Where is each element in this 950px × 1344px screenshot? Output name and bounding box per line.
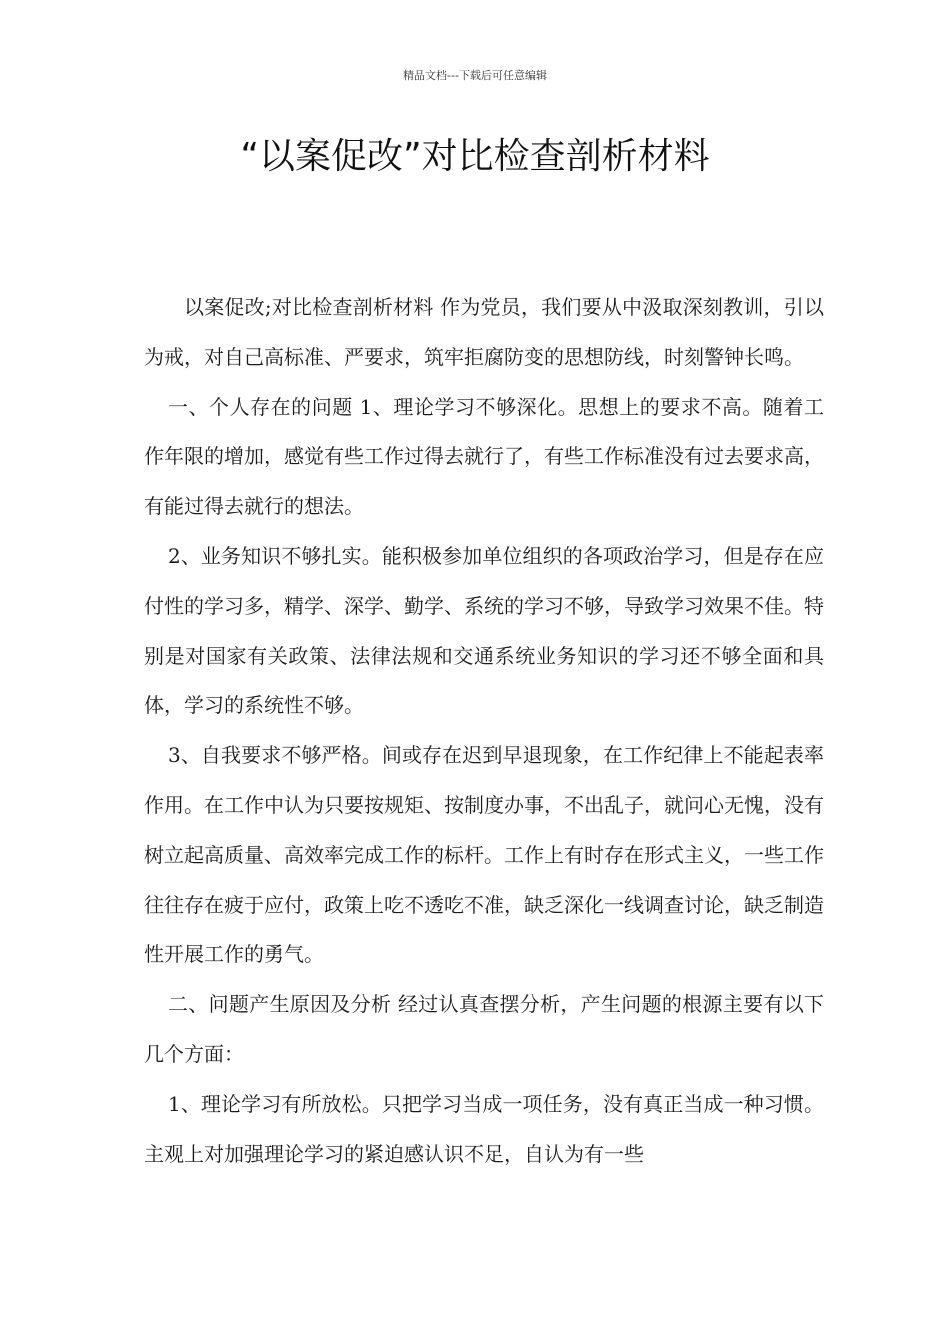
paragraph-cause-1: 1、理论学习有所放松。只把学习当成一项任务，没有真正当成一种习惯。主观上对加强理论学习的紧迫感认识不足，自认为有一些 (144, 1091, 824, 1166)
document-body (144, 283, 824, 1179)
paragraph-intro: 以案促改;对比检查剖析材料 作为党员，我们要从中汲取深刻教训，引以为戒，对自己高标准、严要求，筑牢拒腐防变的思想防线，时刻警钟长鸣。 (144, 295, 824, 369)
paragraph-section-2: 二、问题产生原因及分析 经过认真查摆分析，产生问题的根源主要有以下几个方面： (144, 992, 824, 1066)
header-note: 精品文档---下载后可任意编辑 (403, 69, 547, 82)
paragraph-item-2: 2、业务知识不够扎实。能积极参加单位组织的各项政治学习，但是存在应付性的学习多，精学、深学、勤学、系统的学习不够，导致学习效果不佳。特别是对国家有关政策、法律法规和交通系统业务知识的学习还不够全面和具体，学习的系统性不够。 (144, 543, 824, 718)
paragraph-section-1: 一、个人存在的问题 1、理论学习不够深化。思想上的要求不高。随着工作年限的增加，感觉有些工作过得去就行了，有些工作标准没有过去要求高，有能过得去就行的想法。 (144, 394, 824, 519)
paragraph-item-3: 3、自我要求不够严格。间或存在迟到早退现象，在工作纪律上不能起表率作用。在工作中认为只要按规矩、按制度办事，不出乱子，就问心无愧，没有树立起高质量、高效率完成工作的标杆。工作上有时存在形式主义，一些工作往往存在疲于应付，政策上吃不透吃不准，缺乏深化一线调查讨论，缺乏制造性开展工作的勇气。 (144, 743, 824, 967)
document-title: “以案促改”对比检查剖析材料 (240, 136, 710, 177)
